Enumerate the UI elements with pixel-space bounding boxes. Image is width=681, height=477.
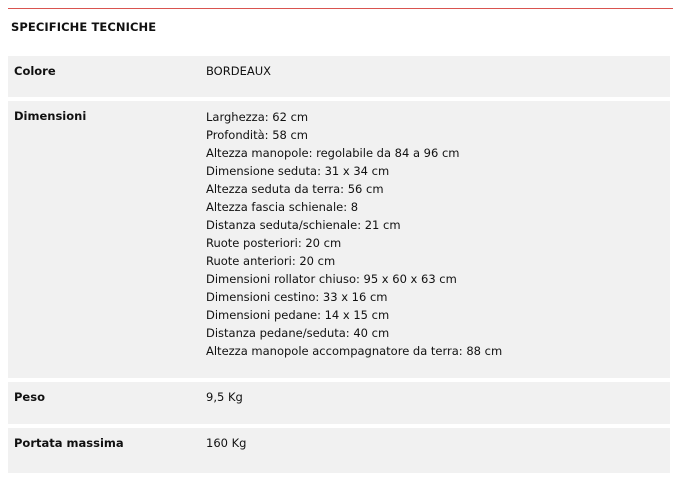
specifications-table <box>8 52 670 477</box>
spec-label: Dimensioni <box>8 101 198 378</box>
spec-value <box>198 428 670 473</box>
dimension-line: Dimensioni cestino: 33 x 16 cm <box>206 290 388 304</box>
spec-label: Peso <box>8 382 198 424</box>
dimension-line: Altezza seduta da terra: 56 cm <box>206 182 384 196</box>
section-title: SPECIFICHE TECNICHE <box>11 20 157 34</box>
spec-value-text: BORDEAUX <box>206 64 272 78</box>
spec-value-text: 160 Kg <box>206 436 247 450</box>
spec-row-portata-massima <box>8 428 670 473</box>
spec-value <box>198 56 670 97</box>
dimension-line: Profondità: 58 cm <box>206 128 309 142</box>
spec-value-list <box>198 101 670 378</box>
dimension-line: Dimensioni pedane: 14 x 15 cm <box>206 308 390 322</box>
spec-label: Portata massima <box>8 428 198 473</box>
spec-row-colore <box>8 56 670 97</box>
dimension-line: Ruote posteriori: 20 cm <box>206 236 342 250</box>
section-divider <box>8 8 673 9</box>
spec-row-dimensioni <box>8 101 670 378</box>
dimension-line: Dimensioni rollator chiuso: 95 x 60 x 63 cm <box>206 272 457 286</box>
spec-row-peso <box>8 382 670 424</box>
dimension-line: Dimensione seduta: 31 x 34 cm <box>206 164 390 178</box>
dimension-line: Altezza manopole accompagnatore da terra: 88 cm <box>206 344 503 358</box>
dimension-line: Altezza fascia schienale: 8 <box>206 200 359 214</box>
dimension-line: Distanza pedane/seduta: 40 cm <box>206 326 390 340</box>
dimension-line: Larghezza: 62 cm <box>206 110 309 124</box>
spec-label: Colore <box>8 56 198 97</box>
spec-value <box>198 382 670 424</box>
spec-value-text: 9,5 Kg <box>206 390 243 404</box>
dimension-line: Ruote anteriori: 20 cm <box>206 254 336 268</box>
dimension-line: Distanza seduta/schienale: 21 cm <box>206 218 401 232</box>
dimension-line: Altezza manopole: regolabile da 84 a 96 cm <box>206 146 460 160</box>
